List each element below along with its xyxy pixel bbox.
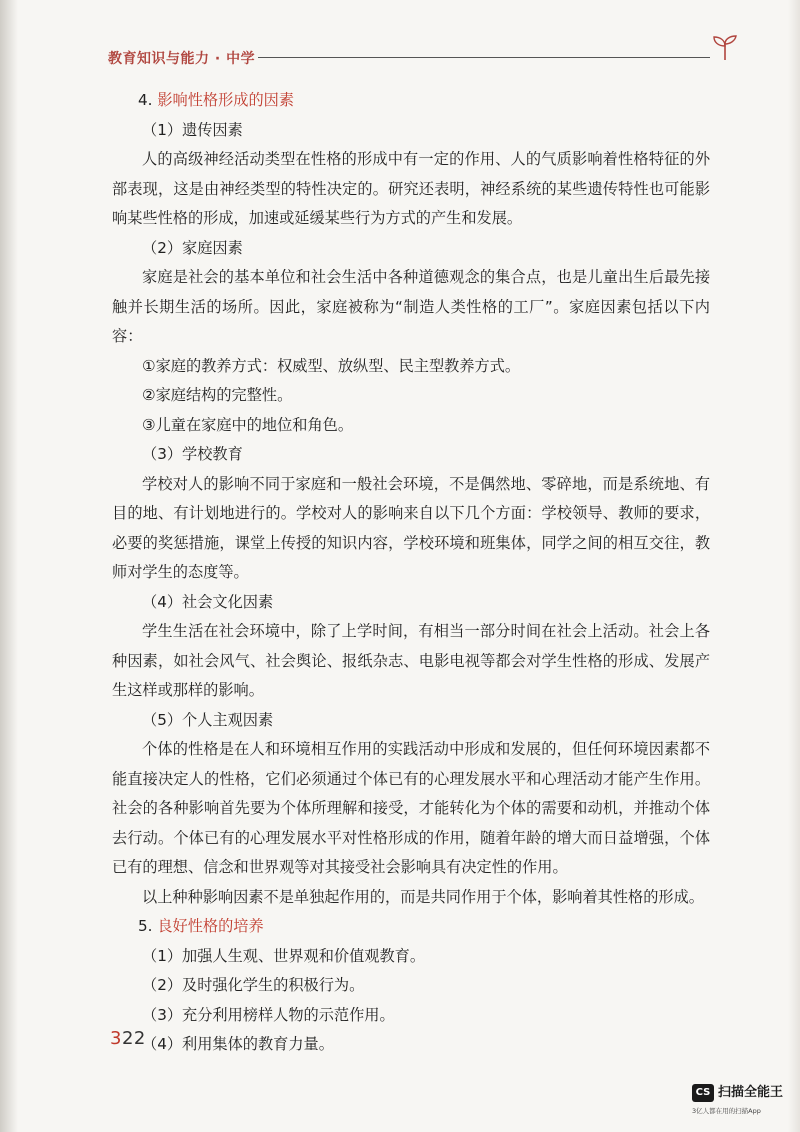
factor-summary-paragraph: 以上种种影响因素不是单独起作用的，而是共同作用于个体，影响着其性格的形成。 (142, 887, 704, 906)
cultivation-item: （2）及时强化学生的积极行为。 (142, 976, 365, 994)
scanner-tagline: 3亿人都在用的扫描App (692, 1107, 761, 1115)
factor-2-item: ③儿童在家庭中的地位和角色。 (142, 415, 354, 434)
header-title: 教育知识与能力 · 中学 (108, 51, 256, 67)
cultivation-item: （4）利用集体的教育力量。 (142, 1035, 334, 1053)
section-5-heading (112, 912, 710, 942)
page-shadow-left (0, 0, 18, 1132)
section-4-number: 4. (138, 91, 158, 109)
scanner-app-name: 扫描全能王 (718, 1085, 784, 1100)
page-number-rest: 22 (121, 1028, 146, 1049)
factor-4-title: （4）社会文化因素 (142, 592, 274, 611)
section-4-title: 影响性格形成的因素 (157, 91, 295, 109)
factor-4-paragraph: 学生生活在社会环境中，除了上学时间，有相当一部分时间在社会上活动。社会上各种因素，如社会风气、社会舆论、报纸杂志、电影电视等都会对学生性格的形成、发展产生这样或那样的影响。 (112, 622, 710, 699)
sprout-icon (708, 34, 742, 62)
page-body (112, 86, 710, 1060)
section-5-number: 5. (138, 917, 158, 935)
factor-3-paragraph: 学校对人的影响不同于家庭和一般社会环境，不是偶然地、零碎地，而是系统地、有目的地、有计划地进行的。学校对人的影响来自以下几个方面：学校领导、教师的要求，必要的奖惩措施，课堂上传授的知识内容，学校环境和班集体，同学之间的相互交往，教师对学生的态度等。 (112, 474, 710, 581)
header-rule (258, 57, 710, 58)
factor-2-item: ②家庭结构的完整性。 (142, 386, 293, 404)
page-shadow-right (788, 0, 800, 1132)
factor-2-title: （2）家庭因素 (142, 238, 243, 257)
factor-2-item: ①家庭的教养方式：权威型、放纵型、民主型教养方式。 (142, 356, 521, 375)
factor-1-title: （1）遗传因素 (142, 120, 243, 139)
cultivation-item: （1）加强人生观、世界观和价值观教育。 (142, 946, 426, 965)
section-5-title: 良好性格的培养 (157, 917, 264, 935)
factor-5-title: （5）个人主观因素 (142, 710, 274, 729)
scanner-logo-icon: CS (692, 1084, 714, 1102)
section-4-heading (112, 86, 710, 116)
running-header (108, 48, 720, 72)
factor-1-paragraph: 人的高级神经活动类型在性格的形成中有一定的作用、人的气质影响着性格特征的外部表现，这是由神经类型的特性决定的。研究还表明，神经系统的某些遗传特性也可能影响某些性格的形成，加速或延缓某些行为方式的产生和发展。 (112, 150, 710, 227)
cultivation-item: （3）充分利用榜样人物的示范作用。 (142, 1005, 395, 1024)
factor-2-paragraph: 家庭是社会的基本单位和社会生活中各种道德观念的集合点，也是儿童出生后最先接触并长期生活的场所。因此，家庭被称为“制造人类性格的工厂”。家庭因素包括以下内容： (112, 268, 710, 345)
page-number (110, 1028, 146, 1049)
factor-3-title: （3）学校教育 (142, 445, 243, 463)
scanner-watermark (692, 1084, 792, 1124)
factor-5-paragraph: 个体的性格是在人和环境相互作用的实践活动中形成和发展的，但任何环境因素都不能直接决定人的性格，它们必须通过个体已有的心理发展水平和心理活动才能产生作用。社会的各种影响首先要为个体所理解和接受，才能转化为个体的需要和动机，并推动个体去行动。个体已有的心理发展水平对性格形成的作用，随着年龄的增大而日益增强，个体已有的理想、信念和世界观等对其接受社会影响具有决定性的作用。 (112, 740, 710, 876)
page-number-first-digit: 3 (110, 1028, 122, 1049)
